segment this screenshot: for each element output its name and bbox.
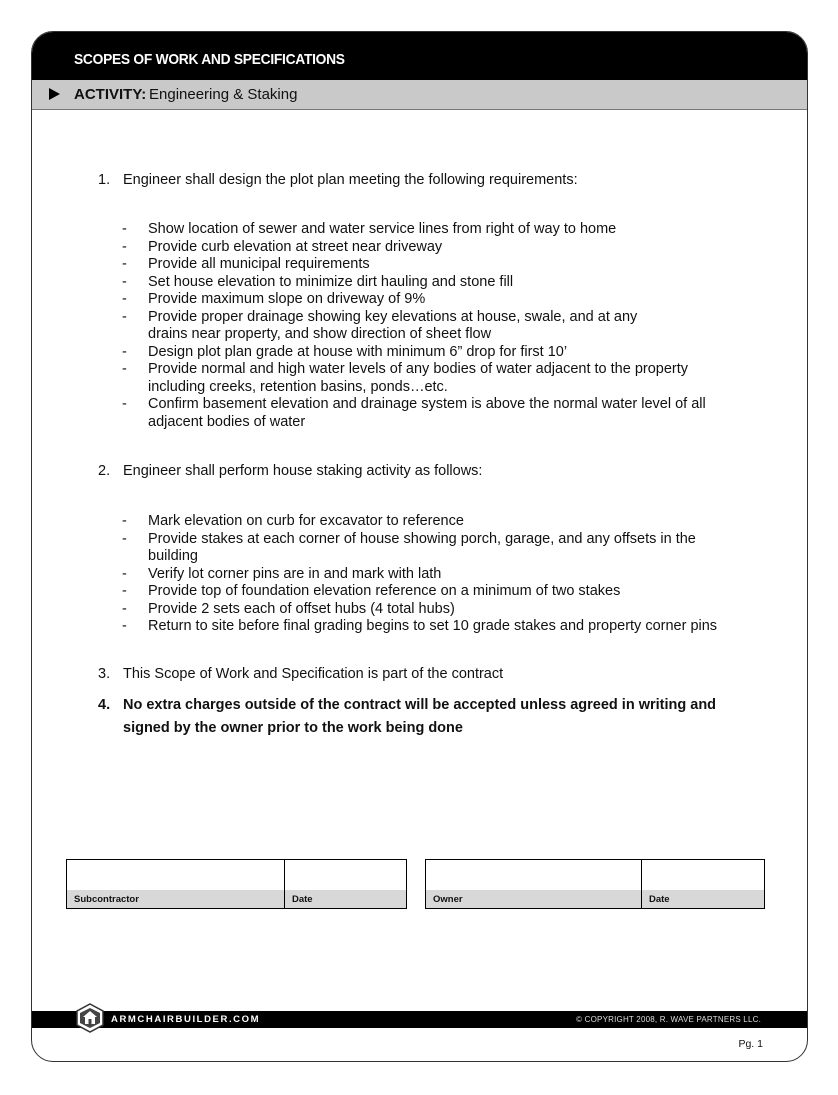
section-number: 2. (98, 463, 111, 479)
list-item: - Provide all municipal requirements (122, 256, 370, 272)
section-1-bullets (122, 221, 762, 431)
list-item: - Verify lot corner pins are in and mark with lath (122, 565, 442, 582)
section-number: 1. (98, 172, 111, 188)
activity-bar (32, 80, 807, 110)
owner-label: Owner (433, 894, 463, 905)
activity-label: ACTIVITY: (74, 86, 147, 103)
list-item: - Confirm basement elevation and drainage system is above the normal water level of all adjacent bodies of water (122, 396, 706, 430)
section-2-bullets (122, 513, 762, 636)
section-number: 3. (98, 666, 111, 682)
section-text: Engineer shall design the plot plan meeting the following requirements: (123, 172, 578, 188)
activity-value: Engineering & Staking (149, 86, 298, 103)
owner-signature-field[interactable] (426, 860, 641, 908)
footer-brand[interactable]: ARMCHAIRBUILDER.COM (111, 1014, 261, 1025)
list-item: - Design plot plan grade at house with minimum 6” drop for first 10’ (122, 343, 568, 360)
triangle-right-icon (49, 88, 60, 100)
list-item: - Provide normal and high water levels of any bodies of water adjacent to the property including creeks, retention basins, ponds…etc. (122, 361, 689, 395)
section-text: This Scope of Work and Specification is part of the contract (123, 666, 504, 682)
footer-copyright: © COPYRIGHT 2008, R. WAVE PARTNERS LLC. (576, 1015, 761, 1024)
list-item: - Provide 2 sets each of offset hubs (4 total hubs) (122, 600, 455, 617)
list-item: - Provide proper drainage showing key elevations at house, swale, and at any drains near property, and show direction of sheet flow (122, 308, 638, 342)
list-item: - Return to site before final grading begins to set 10 grade stakes and property corner pins (122, 618, 718, 634)
list-item: - Mark elevation on curb for excavator to reference (122, 513, 464, 529)
footer-bar (32, 1011, 807, 1028)
subcontractor-signature-field[interactable] (67, 860, 284, 908)
list-item: - Provide top of foundation elevation reference on a minimum of two stakes (122, 583, 621, 599)
subcontractor-label: Subcontractor (74, 894, 139, 905)
subcontractor-date-field[interactable] (285, 860, 406, 908)
section-text: Engineer shall perform house staking activity as follows: (123, 463, 483, 479)
date-label: Date (292, 894, 313, 905)
section-number: 4. (98, 697, 111, 713)
section-text: No extra charges outside of the contract will be accepted unless agreed in writing and signed by the owner prior to the work being done (123, 697, 717, 736)
list-item: - Show location of sewer and water service lines from right of way to home (122, 221, 617, 237)
title-bar (32, 32, 807, 80)
list-item: - Provide curb elevation at street near driveway (122, 238, 443, 255)
list-item: - Provide stakes at each corner of house showing porch, garage, and any offsets in the building (122, 530, 696, 564)
date-label: Date (649, 894, 670, 905)
house-logo-icon (76, 1003, 104, 1033)
page-title: SCOPES OF WORK AND SPECIFICATIONS (74, 51, 345, 68)
document-page (31, 31, 808, 1062)
owner-date-field[interactable] (642, 860, 764, 908)
owner-signature-box (425, 859, 765, 909)
list-item: - Provide maximum slope on driveway of 9% (122, 291, 426, 307)
list-item: - Set house elevation to minimize dirt hauling and stone fill (122, 273, 514, 290)
page-number: Pg. 1 (738, 1038, 763, 1050)
subcontractor-signature-box (66, 859, 407, 909)
